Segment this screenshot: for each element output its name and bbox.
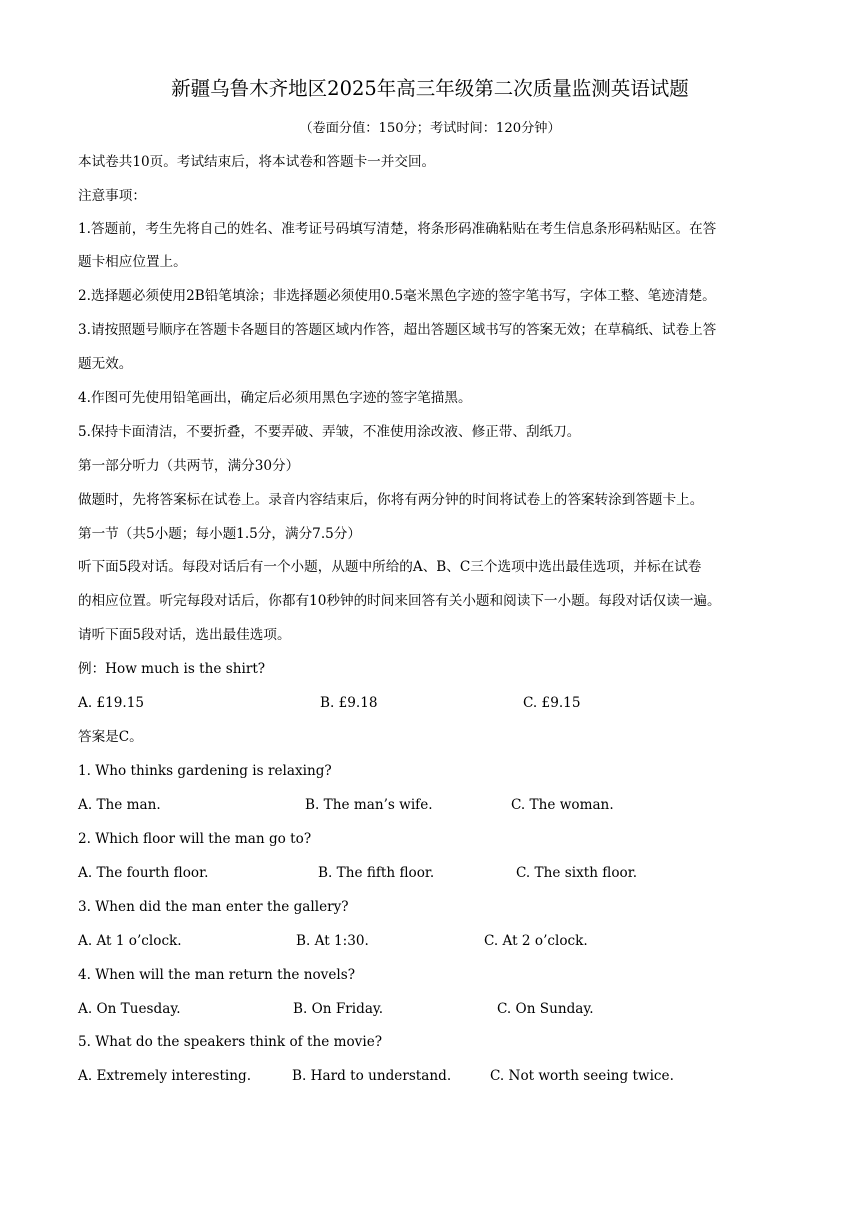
- question-stem: 2. Which floor will the man go to?: [78, 831, 312, 847]
- question-option-a: A. The man.: [78, 797, 161, 813]
- notice-heading: 注意事项：: [78, 188, 146, 204]
- question-option-b: B. On Friday.: [293, 1001, 384, 1017]
- notice-line: 题无效。: [78, 356, 133, 372]
- example-answer: 答案是C。: [78, 729, 143, 745]
- part1-instruction: 做题时，先将答案标在试卷上。录音内容结束后，你将有两分钟的时间将试卷上的答案转涂到答题卡上。: [78, 492, 704, 508]
- question-option-b: B. Hard to understand.: [292, 1068, 452, 1084]
- section1-instruction: 的相应位置。听完每段对话后，你都有10秒钟的时间来回答有关小题和阅读下一小题。每段对话仅读一遍。: [78, 593, 721, 609]
- notice-line: 2.选择题必须使用2B铅笔填涂；非选择题必须使用0.5毫米黑色字迹的签字笔书写，字体工整、笔迹清楚。: [78, 288, 716, 304]
- question-stem: 3. When did the man enter the gallery?: [78, 899, 349, 915]
- question-option-c: C. On Sunday.: [497, 1001, 594, 1017]
- question-stem: 5. What do the speakers think of the movie?: [78, 1034, 383, 1050]
- question-option-a: A. On Tuesday.: [78, 1001, 181, 1017]
- section1-instruction: 请听下面5段对话，选出最佳选项。: [78, 627, 291, 643]
- example-question: 例：How much is the shirt?: [78, 661, 266, 677]
- example-option-a: A. £19.15: [78, 695, 145, 711]
- example-option-c: C. £9.15: [523, 695, 581, 711]
- exam-title: 新疆乌鲁木齐地区2025年高三年级第二次质量监测英语试题: [171, 77, 689, 100]
- section1-instruction: 听下面5段对话。每段对话后有一个小题，从题中所给的A、B、C三个选项中选出最佳选项，并标在试卷: [78, 559, 702, 575]
- question-stem: 4. When will the man return the novels?: [78, 967, 355, 983]
- notice-line: 5.保持卡面清洁，不要折叠，不要弄破、弄皱，不准使用涂改液、修正带、刮纸刀。: [78, 424, 581, 440]
- question-option-c: C. The sixth floor.: [516, 865, 638, 881]
- example-option-b: B. £9.18: [320, 695, 378, 711]
- question-option-c: C. At 2 o’clock.: [484, 933, 588, 949]
- intro-text: 本试卷共10页。考试结束后，将本试卷和答题卡一并交回。: [78, 154, 436, 170]
- notice-line: 3.请按照题号顺序在答题卡各题目的答题区域内作答，超出答题区域书写的答案无效；在草稿纸、试卷上答: [78, 322, 717, 338]
- question-option-c: C. The woman.: [511, 797, 614, 813]
- question-option-a: A. The fourth floor.: [78, 865, 209, 881]
- notice-line: 4.作图可先使用铅笔画出，确定后必须用黑色字迹的签字笔描黑。: [78, 390, 472, 406]
- question-option-b: B. The man’s wife.: [305, 797, 433, 813]
- notice-line: 1.答题前，考生先将自己的姓名、准考证号码填写清楚，将条形码准确粘贴在考生信息条形码粘贴区。在答: [78, 221, 717, 237]
- section1-heading: 第一节（共5小题；每小题1.5分，满分7.5分）: [78, 526, 361, 542]
- question-option-b: B. The fifth floor.: [318, 865, 435, 881]
- question-stem: 1. Who thinks gardening is relaxing?: [78, 763, 332, 779]
- question-option-a: A. Extremely interesting.: [78, 1068, 252, 1084]
- question-option-b: B. At 1:30.: [296, 933, 369, 949]
- exam-subtitle: （卷面分值：150分；考试时间：120分钟）: [299, 121, 561, 136]
- part1-heading: 第一部分听力（共两节，满分30分）: [78, 458, 300, 474]
- question-option-a: A. At 1 o’clock.: [78, 933, 182, 949]
- question-option-c: C. Not worth seeing twice.: [490, 1068, 674, 1084]
- notice-line: 题卡相应位置上。: [78, 254, 187, 270]
